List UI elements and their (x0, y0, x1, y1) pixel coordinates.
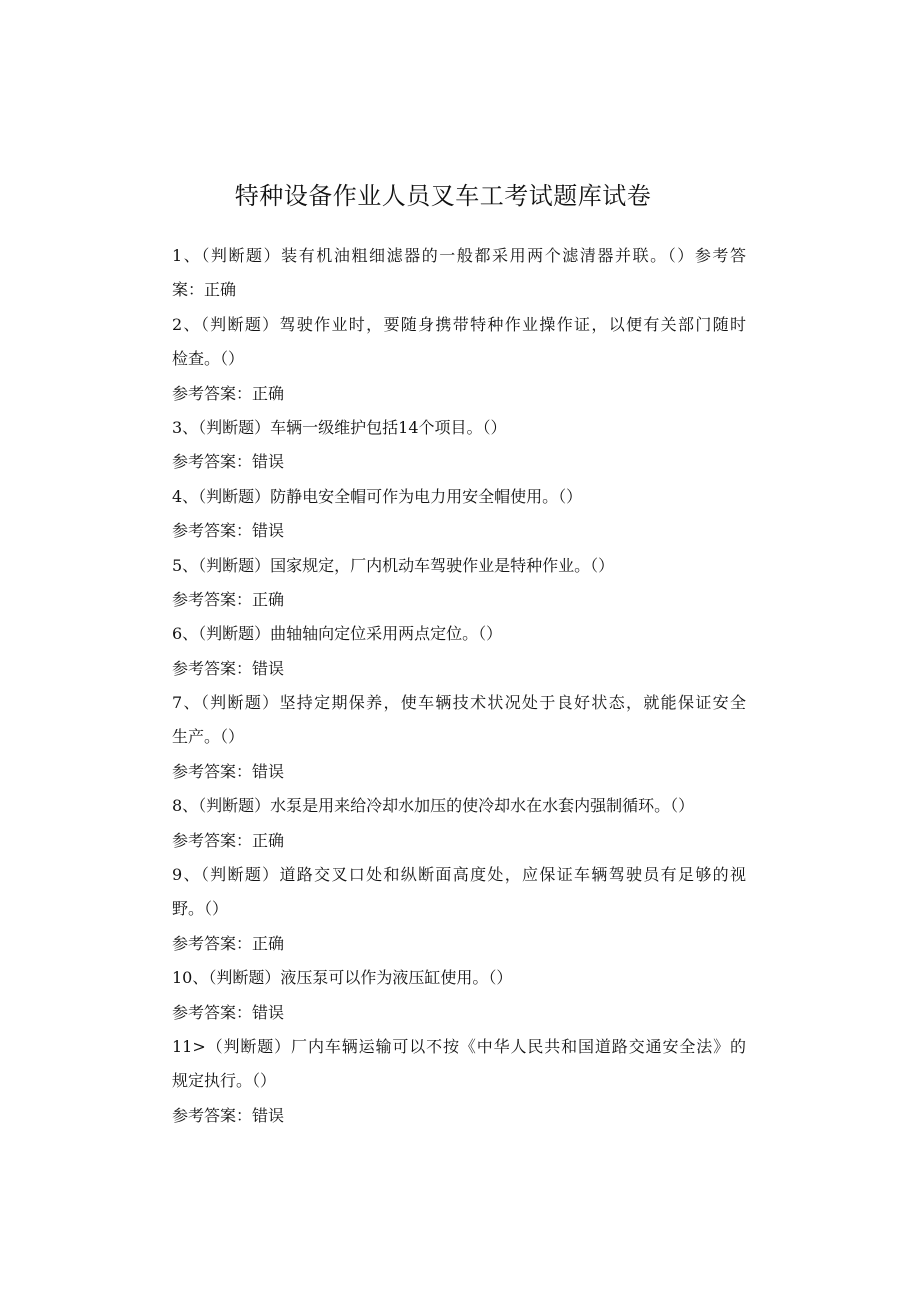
text-line-q5: 5、（判断题）国家规定，厂内机动车驾驶作业是特种作业。（） (172, 555, 615, 575)
text-line-q9-answer: 参考答案：正确 (172, 933, 285, 953)
text-line-q10: 10、（判断题）液压泵可以作为液压缸使用。（） (172, 968, 513, 988)
text-line-q9-cont: 野。（） (172, 899, 229, 919)
text-line-q11-answer: 参考答案：错误 (172, 1105, 285, 1125)
text-line-q11: 11>（判断题）厂内车辆运输可以不按《中华人民共和国道路交通安全法》的 (172, 1036, 746, 1056)
text-line-q2-cont: 检查。（） (172, 349, 245, 369)
text-line-q5-answer: 参考答案：正确 (172, 589, 285, 609)
text-line-q6-answer: 参考答案：错误 (172, 658, 285, 678)
page-title: 特种设备作业人员叉车工考试题库试卷 (234, 182, 652, 210)
text-line-q2: 2、（判断题）驾驶作业时，要随身携带特种作业操作证，以便有关部门随时 (172, 314, 746, 334)
text-line-q7-answer: 参考答案：错误 (172, 761, 285, 781)
text-line-q10-answer: 参考答案：错误 (172, 1002, 285, 1022)
text-line-q4: 4、（判断题）防静电安全帽可作为电力用安全帽使用。（） (172, 486, 583, 506)
text-line-q7: 7、（判断题）坚持定期保养，使车辆技术状况处于良好状态，就能保证安全 (172, 693, 746, 713)
text-line-q1: 1、（判断题）装有机油粗细滤器的一般都采用两个滤清器并联。（）参考答 (172, 246, 746, 265)
text-line-q11-cont: 规定执行。（） (172, 1071, 277, 1091)
text-line-q8: 8、（判断题）水泵是用来给冷却水加压的使冷却水在水套内强制循环。（） (172, 796, 695, 816)
text-line-q3-answer: 参考答案：错误 (172, 452, 285, 472)
question-list (172, 239, 746, 1133)
text-line-q3: 3、（判断题）车辆一级维护包括14个项目。（） (172, 417, 507, 437)
text-line-q8-answer: 参考答案：正确 (172, 830, 285, 850)
text-line-q4-answer: 参考答案：错误 (172, 521, 285, 541)
text-line-q2-answer: 参考答案：正确 (172, 383, 285, 403)
text-line-q1-answer: 案：正确 (172, 280, 237, 300)
text-line-q6: 6、（判断题）曲轴轴向定位采用两点定位。（） (172, 624, 503, 644)
text-line-q9: 9、（判断题）道路交叉口处和纵断面高度处，应保证车辆驾驶员有足够的视 (172, 865, 746, 885)
text-line-q7-cont: 生产。（） (172, 727, 245, 747)
